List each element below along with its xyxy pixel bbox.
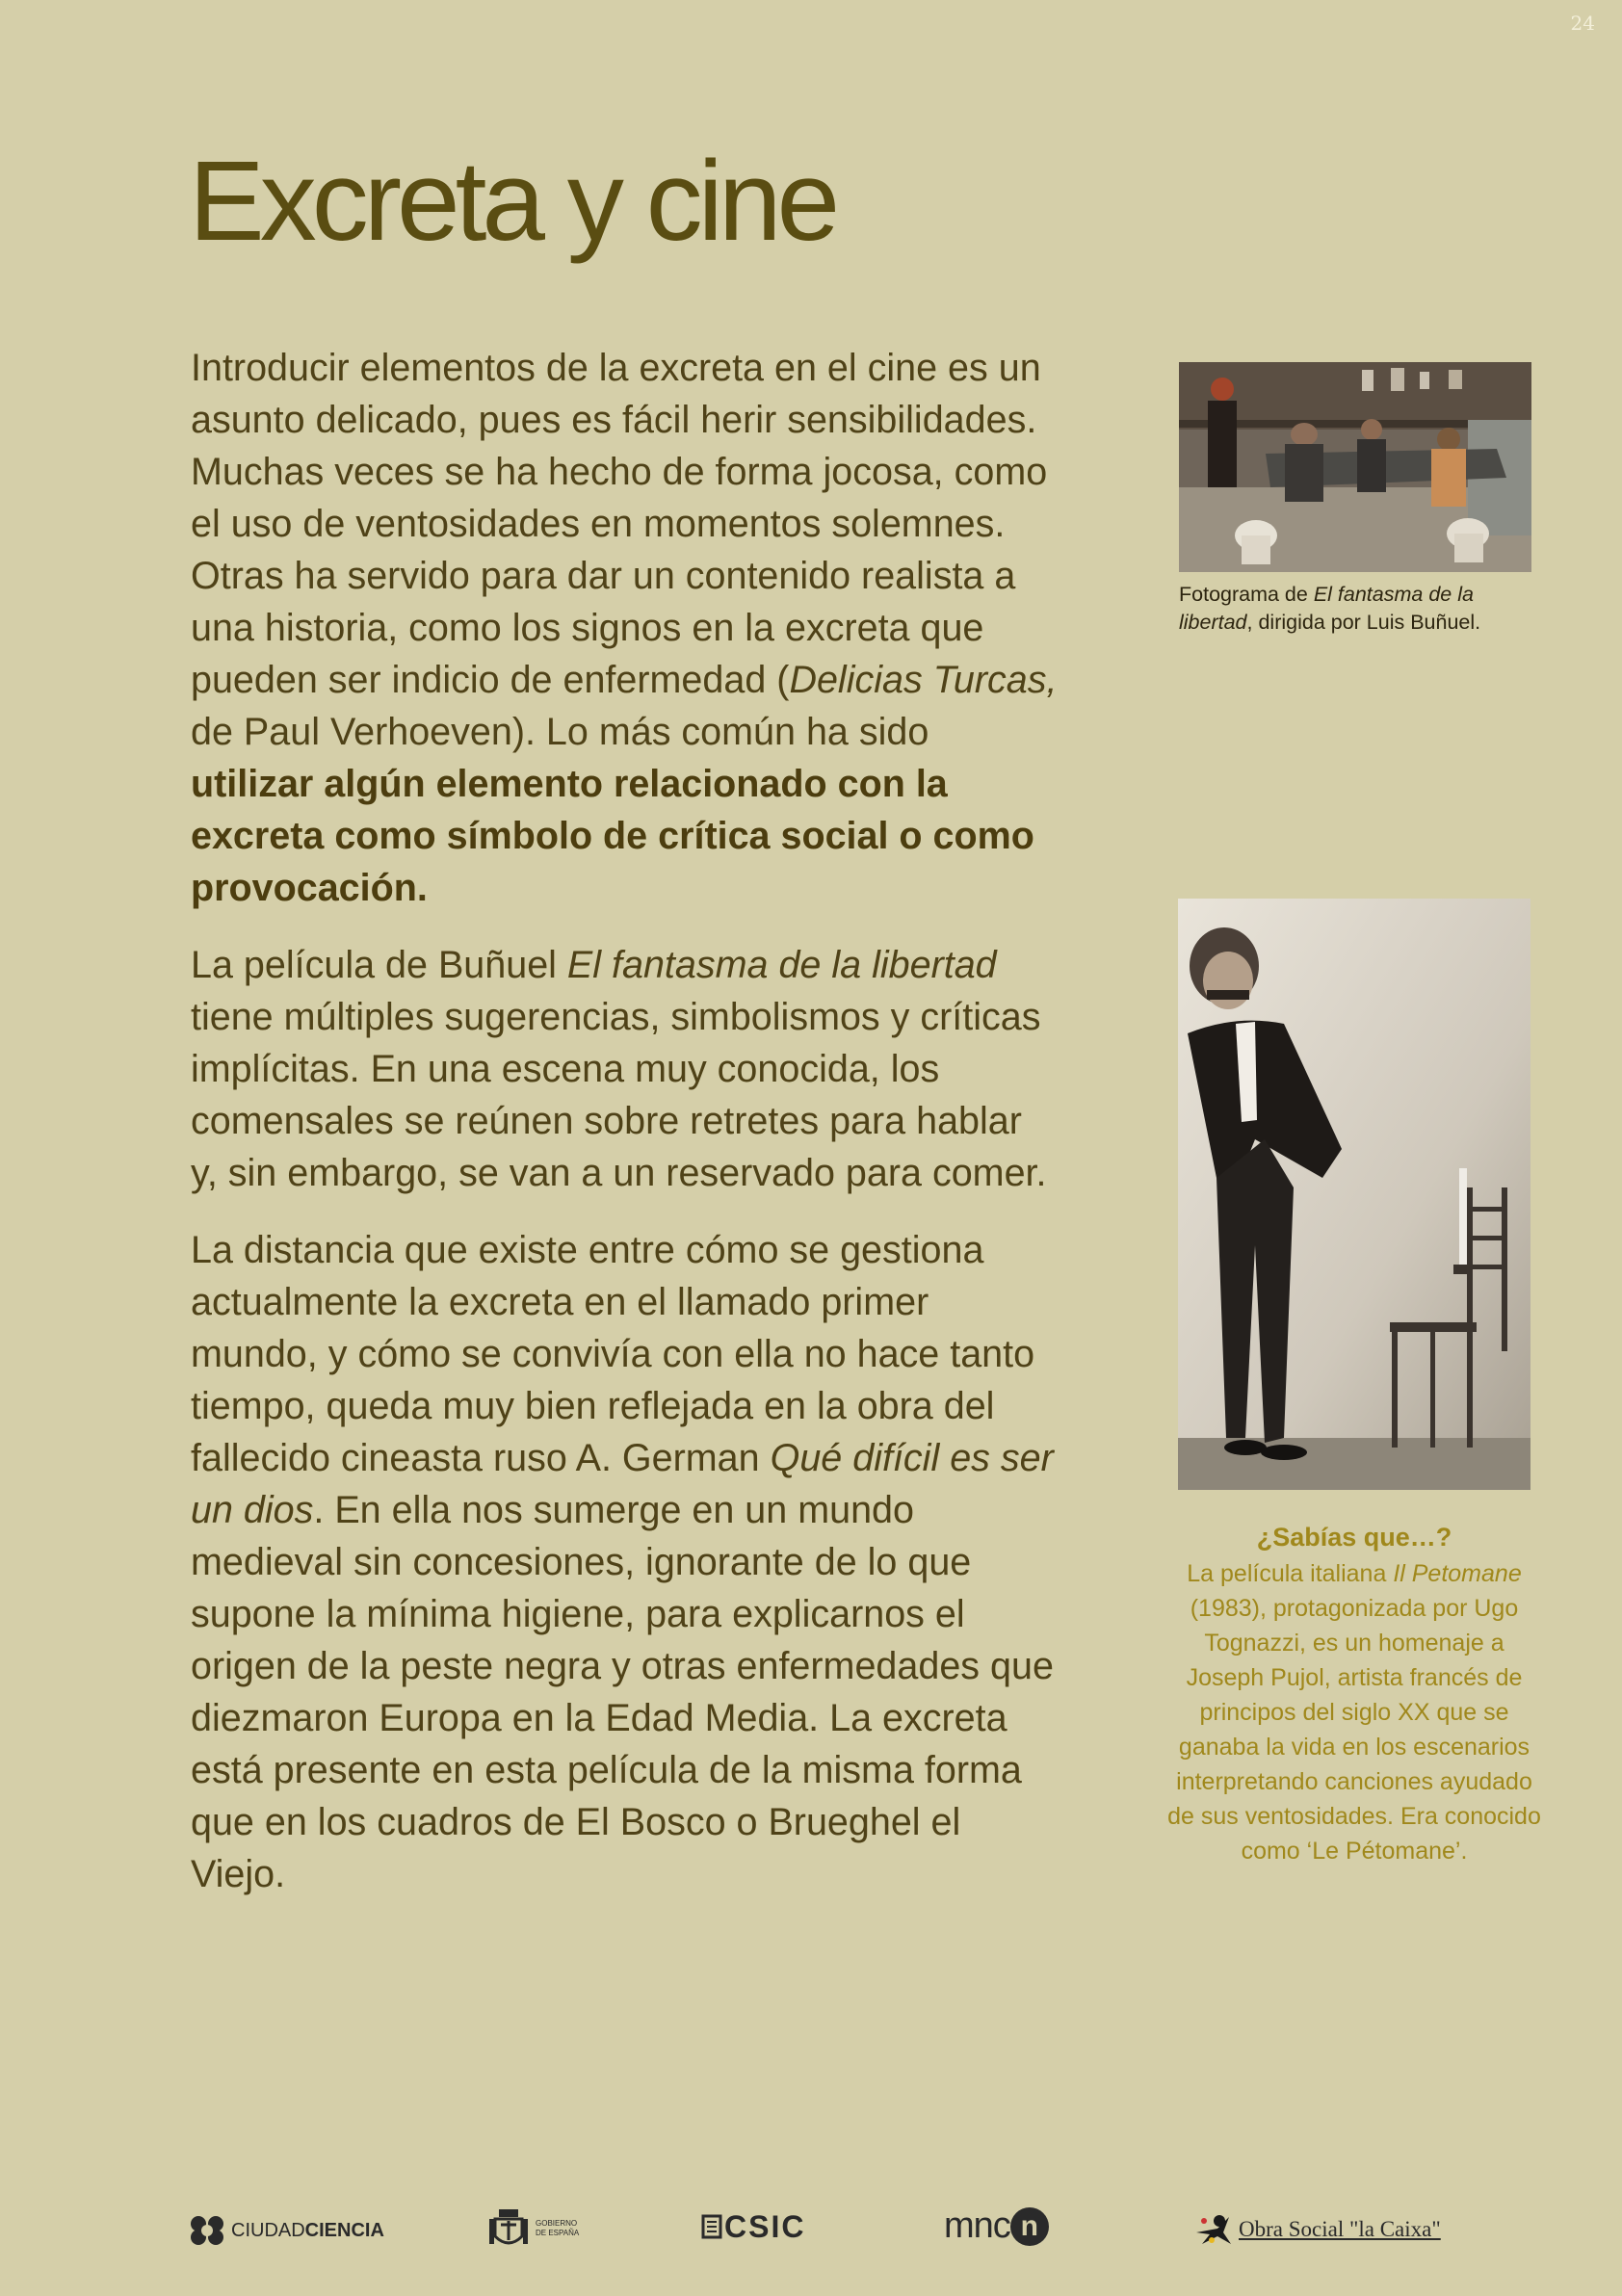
did-you-know-box [1167, 1520, 1541, 1868]
film-still-photo [1179, 362, 1531, 572]
page-title: Excreta y cine [189, 138, 836, 265]
caption-suffix: , dirigida por Luis Buñuel. [1246, 611, 1481, 634]
sponsor-footer [0, 2196, 1622, 2263]
la-caixa-star-icon [1194, 2213, 1233, 2246]
did-you-know-text [1167, 1556, 1541, 1868]
ciudad-ciencia-icon [189, 2214, 227, 2247]
caption-prefix: Fotograma de [1179, 583, 1314, 606]
did-you-know-heading: ¿Sabías que…? [1256, 1523, 1452, 1552]
film-title-fantasma: El fantasma de la libertad [566, 944, 997, 986]
paragraph-1-text-2: de Paul Verhoeven). Lo más común ha sido [191, 711, 929, 753]
paragraph-3-text: La distancia que existe entre cómo se gestiona actualmente la excreta en el llamado primer mundo, y cómo se convivía con ella no hace tanto tiempo, queda muy bien reflejada en la obra del fallecido cineasta ruso A. German [191, 1229, 1035, 1479]
sidebar-text-2: (1983), protagonizada por Ugo Tognazzi, es un homenaje a Joseph Pujol, artista francés de principos del siglo XX que se ganaba la vida en los escenarios interpretando canciones ayudado de sus ventosidades. Era conocido como ‘Le Pétomane’. [1167, 1595, 1541, 1865]
caption-film-title: El fantasma de la libertad [1179, 583, 1474, 634]
logo-mnc-text: mnc [944, 2205, 1010, 2246]
logo-csic [701, 2209, 805, 2245]
photo-caption [1179, 581, 1535, 637]
logo-ciudad-text: CIUDAD [231, 2219, 305, 2241]
paragraph-2-text-2: tiene múltiples sugerencias, simbolismos y críticas implícitas. En una escena muy conocida, los comensales se reúnen sobre retretes para hablar y, sin embargo, se van a un reservado para comer. [191, 996, 1047, 1194]
coat-of-arms-icon [487, 2205, 530, 2252]
paragraph-1-bold: utilizar algún elemento relacionado con la excreta como símbolo de crítica social o como provocación. [191, 763, 1034, 909]
logo-la-caixa-text: Obra Social "la Caixa" [1239, 2217, 1441, 2241]
csic-emblem-icon [701, 2214, 722, 2241]
logo-obra-social-la-caixa [1194, 2213, 1441, 2246]
logo-ciudad-ciencia [189, 2214, 384, 2247]
logo-mncn [944, 2205, 1049, 2247]
film-title-delicias-turcas: Delicias Turcas, [789, 659, 1058, 701]
page-number: 24 [1570, 12, 1595, 35]
logo-mncn-n-circle: n [1010, 2207, 1049, 2246]
paragraph-1-text: Introducir elementos de la excreta en el cine es un asunto delicado, pues es fácil herir sensibilidades. Muchas veces se ha hecho de forma jocosa, como el uso de ventosidades en momentos solemnes. Otras ha servido para dar un contenido realista a una historia, como los signos en la excreta que pueden ser indicio de enfermedad ( [191, 347, 1048, 701]
logo-espana-text: DE ESPAÑA [536, 2229, 580, 2237]
main-text [191, 342, 1058, 1925]
sidebar-film-title: Il Petomane [1393, 1560, 1522, 1587]
paragraph-2 [191, 939, 1058, 1199]
paragraph-2-text: La película de Buñuel [191, 944, 567, 986]
logo-gobierno-text: GOBIERNO [536, 2219, 578, 2228]
paragraph-3 [191, 1224, 1058, 1900]
sidebar-text-1: La película italiana [1187, 1560, 1394, 1587]
logo-gobierno-espana [487, 2205, 579, 2252]
film-title-dios: Qué difícil es ser un dios [191, 1437, 1054, 1531]
logo-ciencia-text: CIENCIA [304, 2219, 384, 2241]
joseph-pujol-photo [1178, 899, 1530, 1490]
paragraph-1 [191, 342, 1058, 914]
logo-csic-text: CSIC [724, 2209, 806, 2244]
paragraph-3-text-2: . En ella nos sumerge en un mundo medieval sin concesiones, ignorante de lo que supone la mínima higiene, para explicarnos el origen de la peste negra y otras enfermedades que diezmaron Europa en la Edad Media. La excreta está presente en esta película de la misma forma que en los cuadros de El Bosco o Brueghel el Viejo. [191, 1489, 1054, 1895]
